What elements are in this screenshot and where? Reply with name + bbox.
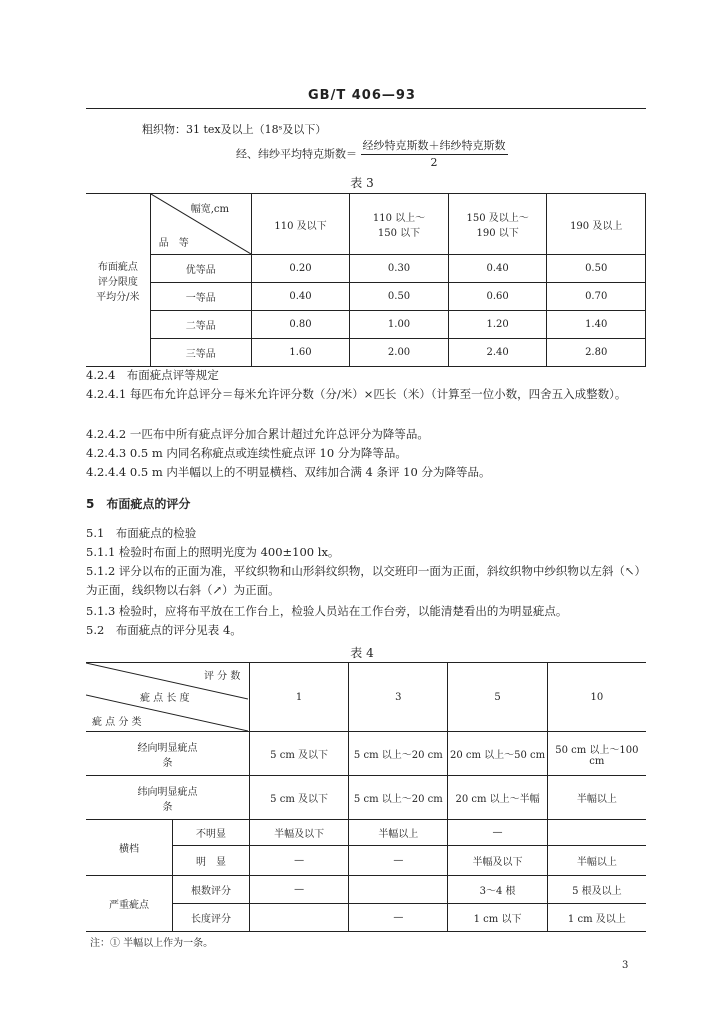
formula-numerator: 经纱特克斯数＋纬纱特克斯数 [361,138,508,155]
table-row [86,820,646,846]
footnote: 注：① 半幅以上作为一条。 [90,938,214,949]
clause-number: 4.2.4.3 [86,446,127,460]
sec424-p4 [86,463,646,482]
clause-text: 0.5 m 内同名称疵点或连续性疵点评 10 分为降等品。 [129,446,407,460]
intro-line: 粗织物：31 tex及以上（18ˢ及以下） [142,123,327,136]
sev-root-cell: 3～4 根 [448,876,547,904]
clause-number: 4.2.4.2 [86,427,127,441]
table-row [86,876,646,904]
table4-caption: 表 4 [350,646,374,660]
table-row [86,776,646,820]
warp-cell: 5 cm 以上～20 cm [349,732,448,776]
row-header-line: 布面疵点 [97,261,138,273]
warp-cell: 50 cm 以上～100 cm [547,732,646,776]
hd-unclear-cell [547,820,646,846]
formula-fraction [361,138,508,171]
value-cell: 1.40 [547,311,646,339]
page-header: GB/T 406—93 [308,88,416,103]
hd-unclear-cell: — [448,820,547,846]
sec512 [86,562,646,600]
corner-length-label: 疵 点 长 度 [140,693,190,704]
corner-category-label: 疵 点 分 类 [92,717,142,728]
clause-text: 检验时布面上的照明光度为 400±100 lx。 [118,545,340,559]
sev-len-cell [249,904,348,932]
sev-label: 严重疵点 [86,876,172,932]
hd-clear-cell: — [249,846,348,876]
grade-cell: 二等品 [150,311,251,339]
clause-number: 5.1.3 [86,604,116,618]
value-cell: 2.00 [350,339,449,367]
sev-len-cell: — [349,904,448,932]
clause-text: 一匹布中所有疵点评分加合累计超过允许总评分为降等品。 [129,427,429,441]
sev-root-cell: 5 根及以上 [547,876,646,904]
weft-label-unit: 条 [162,801,173,813]
hd-unclear-cell: 半幅以上 [349,820,448,846]
table-row [86,732,646,776]
table3-col-header: 190 及以上 [547,194,646,255]
clause-text: 0.5 m 内半幅以上的不明显横档、双纬加合满 4 条评 10 分为降等品。 [129,465,491,479]
value-cell: 0.60 [448,283,547,311]
grade-cell: 优等品 [150,255,251,283]
sec511 [86,543,646,562]
clause-number: 4.2.4.4 [86,465,127,479]
warp-label [86,732,249,776]
score-header: 1 [249,663,348,732]
sec52: 5.2 布面疵点的评分见表 4。 [86,623,242,637]
hd-unclear-label: 不明显 [172,820,249,846]
hd-label: 横档 [86,820,172,876]
sec424-p2 [86,425,646,444]
value-cell: 1.60 [251,339,350,367]
value-cell: 2.40 [448,339,547,367]
sev-root-label: 根数评分 [172,876,249,904]
weft-cell: 5 cm 以上～20 cm [349,776,448,820]
clause-number: 5.1.1 [86,545,116,559]
formula-left: 经、纬纱平均特克斯数＝ [236,147,357,161]
warp-cell: 5 cm 及以下 [249,732,348,776]
value-cell: 0.40 [448,255,547,283]
score-header: 10 [547,663,646,732]
table-row [86,283,646,311]
value-cell: 0.70 [547,283,646,311]
value-cell: 1.00 [350,311,449,339]
weft-cell: 5 cm 及以下 [249,776,348,820]
sec424-p3 [86,444,646,463]
clause-text: 评分以布的正面为准，平纹织物和山形斜纹织物，以交班印一面为正面，斜纹织物中纱织物以左斜（↖）为正面，线织物以右斜（↗）为正面。 [86,564,641,597]
table4-corner [86,663,249,732]
formula-denominator: 2 [430,156,438,169]
warp-label-unit: 条 [162,757,173,769]
hd-clear-label: 明 显 [172,846,249,876]
value-cell: 0.80 [251,311,350,339]
table-row [86,339,646,367]
clause-text: 每匹布允许总评分＝每米允许评分数（分/米）×匹长（米）（计算至一位小数，四舍五入成整数）。 [129,387,627,401]
clause-number: 5.1.2 [86,564,116,578]
hd-clear-cell: 半幅及以下 [448,846,547,876]
table-3 [86,193,646,367]
grade-cell: 三等品 [150,339,251,367]
weft-cell: 20 cm 以上～半幅 [448,776,547,820]
table-row [86,311,646,339]
grade-cell: 一等品 [150,283,251,311]
warp-label-line: 经向明显疵点 [137,742,198,754]
page-number: 3 [622,960,629,971]
formula [236,138,508,171]
table3-corner [150,194,251,255]
warp-cell: 20 cm 以上～50 cm [448,732,547,776]
sev-root-cell: — [249,876,348,904]
sec513 [86,602,646,621]
value-cell: 0.20 [251,255,350,283]
table3-col-header: 110 以上～ 150 以下 [350,194,449,255]
table-row [86,255,646,283]
corner-bottom-label: 品 等 [158,238,189,249]
weft-cell: 半幅以上 [547,776,646,820]
value-cell: 2.80 [547,339,646,367]
table-4 [86,662,646,932]
sev-len-cell: 1 cm 及以上 [547,904,646,932]
corner-score-label: 评 分 数 [204,671,241,682]
header-rule [86,108,646,109]
sec51-title: 5.1 布面疵点的检验 [86,526,197,540]
sev-len-label: 长度评分 [172,904,249,932]
sec424-p1 [86,385,646,404]
row-header-line: 平均分/米 [96,291,140,303]
weft-label-line: 纬向明显疵点 [137,786,198,798]
score-header: 3 [349,663,448,732]
score-header: 5 [448,663,547,732]
value-cell: 0.40 [251,283,350,311]
table3-row-header [86,194,150,367]
weft-label [86,776,249,820]
sec5-title: 5 布面疵点的评分 [86,497,191,511]
sev-root-cell [349,876,448,904]
value-cell: 0.50 [547,255,646,283]
table3-col-header: 150 及以上～ 190 以下 [448,194,547,255]
sev-len-cell: 1 cm 以下 [448,904,547,932]
value-cell: 1.20 [448,311,547,339]
clause-number: 4.2.4.1 [86,387,127,401]
table3-caption: 表 3 [350,176,374,190]
value-cell: 0.30 [350,255,449,283]
hd-clear-cell: — [349,846,448,876]
table3-col-header: 110 及以下 [251,194,350,255]
corner-top-label: 幅宽,cm [190,204,229,215]
clause-text: 检验时，应将布平放在工作台上，检验人员站在工作台旁，以能清楚看出的为明显疵点。 [118,604,568,618]
row-header-line: 评分限度 [97,276,138,288]
sec424-title: 4.2.4 布面疵点评等规定 [86,368,219,382]
hd-clear-cell: 半幅以上 [547,846,646,876]
value-cell: 0.50 [350,283,449,311]
hd-unclear-cell: 半幅及以下 [249,820,348,846]
